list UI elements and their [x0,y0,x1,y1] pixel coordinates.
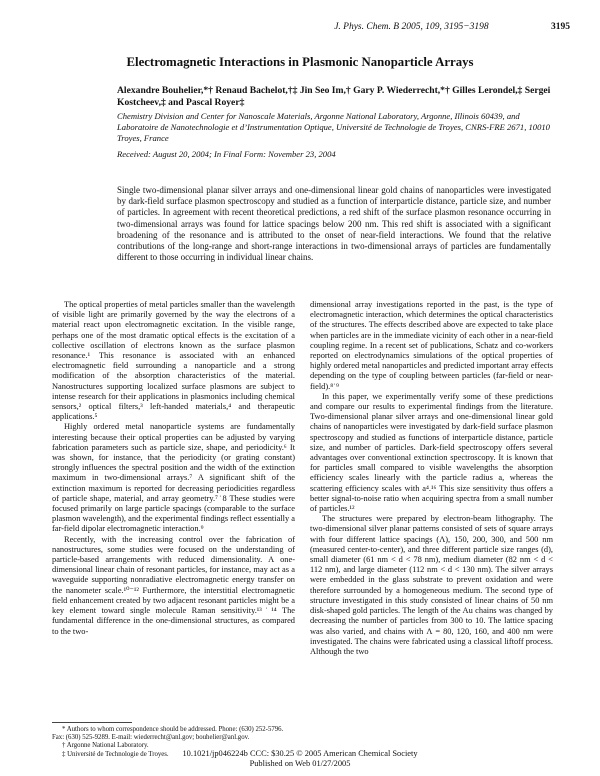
body-paragraph: Recently, with the increasing control over the fabrication of nanostructures, some studies were focused on the understanding of particle-based arrangements with reduced dimensionality. A one-dimensional linear chain of resonant particles, for instance, may act as a waveguide supporting nonradiative electromagnetic energy transfer on the nanometer scale.¹⁰⁻¹² Furthermore, the interstitial electromagnetic field enhancement created by two adjacent resonant particles might be a key element toward single molecule Raman sensitivity.¹³˙¹⁴ The fundamental difference in the one-dimensional structures, as compared to the two- [52,534,295,636]
footnote-affiliation: † Argonne National Laboratory. [62,742,149,750]
page-number: 3195 [551,22,570,32]
author-list: Alexandre Bouhelier,*† Renaud Bachelot,†‡ Jin Seo Im,† Gary P. Wiederrecht,*† Gilles Lerondel,‡ Sergei Kostcheev,‡ and Pascal Royer‡ [117,85,551,108]
published-date: Published on Web 01/27/2005 [249,759,351,768]
received-dates: Received: August 20, 2004; In Final Form: November 23, 2004 [117,149,336,159]
body-paragraph: The optical properties of metal particles smaller than the wavelength of visible light are primarily governed by the way the electrons of a material react upon electromagnetic excitation. In the visible range, perhaps one of the most dramatic optical effects is the excitation of a collective oscillation of electrons known as the surface plasmon resonance.¹ This resonance is associated with an enhanced electromagnetic field surrounding a nanoparticle and a strong modification of the absorption characteristics of the material. Nanostructures supporting localized surface plasmons are subject to intense research for their applications in plasmonics including chemical sensors,² optical filters,³ left-handed materials,⁴ and therapeutic applications.⁵ [52,300,295,422]
body-paragraph: dimensional array investigations reported in the past, is the type of electromagnetic interaction, which determines the optical characteristics of the structures. The effects described above are expected to take place when particles are in the immediate vicinity of each other in a near-field coupling regime. In a recent set of publications, Schatz and co-workers reported on electrodynamics simulations of the optical properties of highly ordered metal nanoparticles and predicted important array effects depending on the type of coupling between particles (far-field or near-field).⁸˙⁹ [310,300,553,391]
journal-citation: J. Phys. Chem. B 2005, 109, 3195−3198 [334,22,489,32]
right-column [310,300,553,657]
article-title: Electromagnetic Interactions in Plasmonic Nanoparticle Arrays [126,55,474,69]
footnote-divider [52,722,132,723]
body-paragraph: Highly ordered metal nanoparticle systems are fundamentally interesting because their optical properties can be adjusted by varying fabrication parameters such as particle size, shape, and periodicity.⁶ It was shown, for instance, that the periodicity (or grating constant) strongly influences the spectral position and the width of the extinction maximum in two-dimensional arrays.⁷ A significant shift of the extinction maximum is reported for decreasing periodicities regardless of particle shape, material, and array geometry.⁷˙8 These studies were focused primarily on large particle spacings (comparable to the surface plasmon wavelength), and the experimental findings reflect essentially a far-field dipolar electromagnetic interaction.⁹ [52,422,295,534]
body-paragraph: In this paper, we experimentally verify some of these predictions and compare our results to experimental findings from the literature. Two-dimensional planar silver arrays and one-dimensional linear gold chains of nanoparticles were investigated by dark-field surface plasmon spectroscopy and studied as functions of interparticle distance, particle size, and number of particles. Dark-field spectroscopy offers several advantages over conventional extinction spectroscopy. It is known that for particles small compared to visible wavelengths the absorption efficiency scales linearly with the particle radius a, whereas the scattering efficiency scales with a⁴.¹⁶ This size sensitivity thus offers a better signal-to-noise ratio when acquiring spectra from a small number of particles.¹² [310,391,553,514]
footnote-affiliation: ‡ Université de Technologie de Troyes. [62,750,169,758]
left-column [52,300,295,637]
abstract: Single two-dimensional planar silver arrays and one-dimensional linear gold chains of nanoparticles were investigated by dark-field surface plasmon spectroscopy and studied as a function of interparticle distance, particle size, and number of particles. In agreement with recent theoretical predictions, a red shift of the surface plasmon resonance occurring in two-dimensional arrays was found for lattice spacings below 200 nm. This red shift is associated with a significant broadening of the resonance and is attributed to the onset of near-field interactions. We found that the relative contributions of the long-range and short-range interactions in two-dimensional arrays of particles are fundamentally different to those occurring in individual linear chains. [117,185,551,263]
running-head [0,22,570,32]
affiliations: Chemistry Division and Center for Nanoscale Materials, Argonne National Laboratory, Argonne, Illinois 60439, and Laboratoire de Nanotechnologie et d’Instrumentation Optique, Université de Technologie de Troyes, CNRS-FRE 2671, 10010 Troyes, France [117,111,550,143]
footnote-correspondence: * Authors to whom correspondence should be addressed. Phone: (630) 252-5796. Fax: (630) 525-9289. E-mail: wiederrecht@anl.gov; bouhelier@anl.gov. [52,726,284,742]
doi-line: 10.1021/jp046224b CCC: $30.25 © 2005 American Chemical Society [182,749,418,758]
body-paragraph: The structures were prepared by electron-beam lithography. The two-dimensional silver planar patterns consisted of sets of square arrays with four different lattice spacings (Λ), 150, 200, 300, and 500 nm (measured center-to-center), and three different particle size ranges (d), small diameter (61 nm < d < 78 nm), medium diameter (82 nm < d < 112 nm), and large diameter (112 nm < d < 130 nm). The silver arrays were embedded in the glass substrate to prevent oxidation and were therefore surrounded by a homogeneous medium. The second type of structure investigated in this study consisted of linear chains of 50 nm disk-shaped gold particles. The length of the Au chains was changed by decreasing the number of particles from 300 to 10. The lattice spacing was also varied, and chains with Λ = 80, 120, 160, and 400 nm were investigated. The chains were fabricated using a classical liftoff process. Although the two [310,514,553,656]
